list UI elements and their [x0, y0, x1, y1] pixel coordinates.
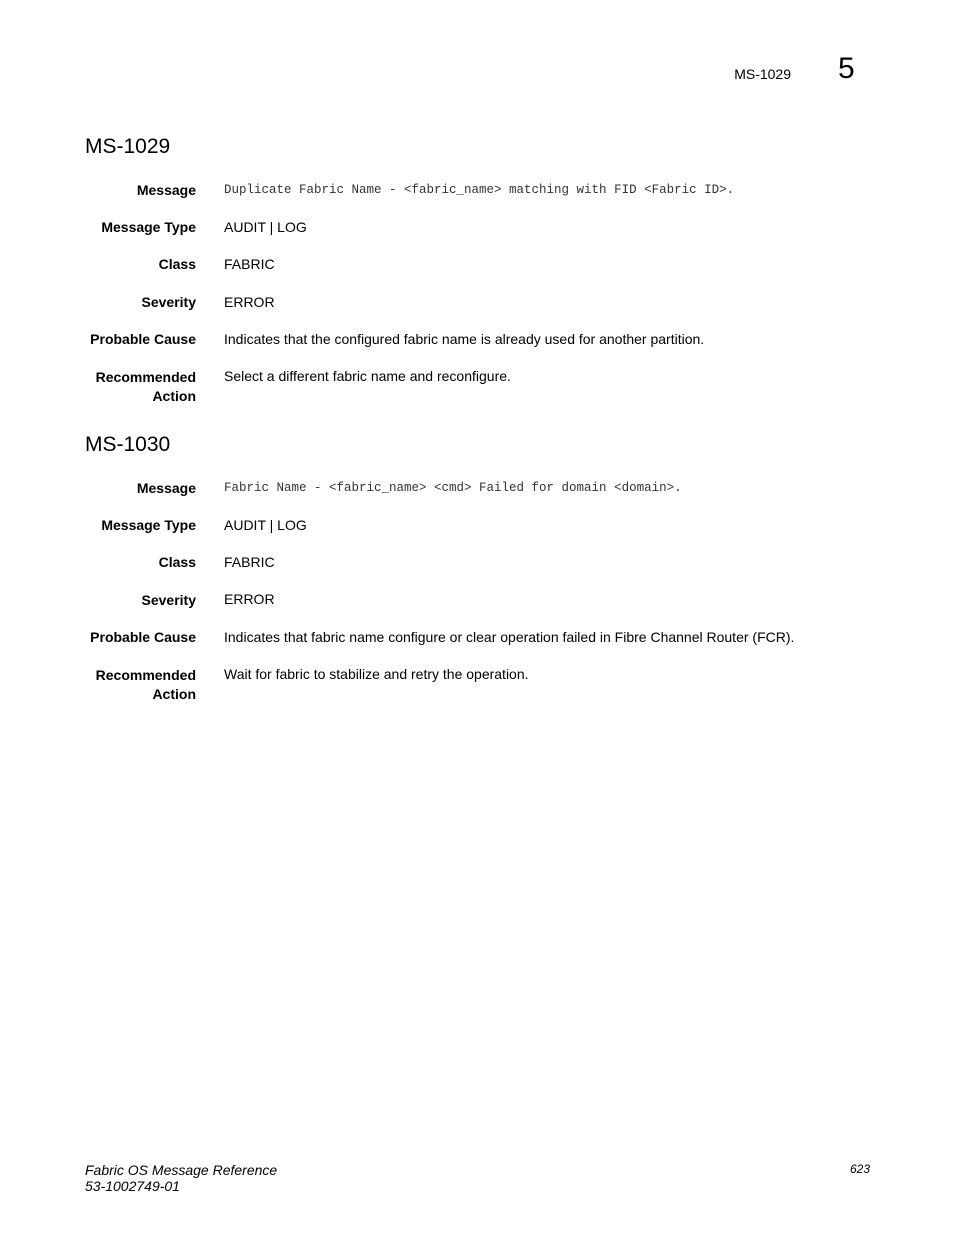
class-value: FABRIC [224, 256, 275, 272]
message-type-label: Message Type [101, 517, 196, 533]
probable-cause-value: Indicates that the configured fabric name is already used for another partition. [224, 331, 705, 347]
entry-title: MS-1029 [85, 135, 171, 158]
message-label: Message [136, 480, 196, 496]
entry-title: MS-1030 [85, 433, 171, 456]
footer-page-number: 623 [849, 1162, 870, 1176]
class-label: Class [158, 256, 196, 272]
recommended-action-value: Select a different fabric name and reconfigure. [224, 368, 511, 384]
message-type-value: AUDIT | LOG [224, 219, 307, 235]
probable-cause-label: Probable Cause [90, 629, 196, 645]
recommended-action-label: Recommended Action [95, 667, 196, 702]
severity-value: ERROR [224, 591, 275, 607]
header-chapter-number: 5 [838, 52, 855, 85]
footer-doc-number: 53-1002749-01 [85, 1178, 180, 1194]
probable-cause-value: Indicates that fabric name configure or clear operation failed in Fibre Channel Router (FCR). [224, 629, 795, 645]
recommended-action-value: Wait for fabric to stabilize and retry the operation. [224, 666, 529, 682]
probable-cause-label: Probable Cause [90, 331, 196, 347]
message-label: Message [136, 182, 196, 198]
severity-label: Severity [141, 294, 196, 310]
class-value: FABRIC [224, 554, 275, 570]
severity-value: ERROR [224, 294, 275, 310]
message-text: Fabric Name - <fabric_name> <cmd> Failed for domain <domain>. [224, 481, 682, 495]
recommended-action-label: Recommended Action [95, 369, 196, 404]
message-type-value: AUDIT | LOG [224, 517, 307, 533]
message-type-label: Message Type [101, 219, 196, 235]
footer-book-title: Fabric OS Message Reference [85, 1162, 278, 1178]
header-section-label: MS-1029 [734, 66, 791, 82]
message-text: Duplicate Fabric Name - <fabric_name> matching with FID <Fabric ID>. [224, 183, 735, 197]
class-label: Class [158, 554, 196, 570]
severity-label: Severity [141, 592, 196, 608]
